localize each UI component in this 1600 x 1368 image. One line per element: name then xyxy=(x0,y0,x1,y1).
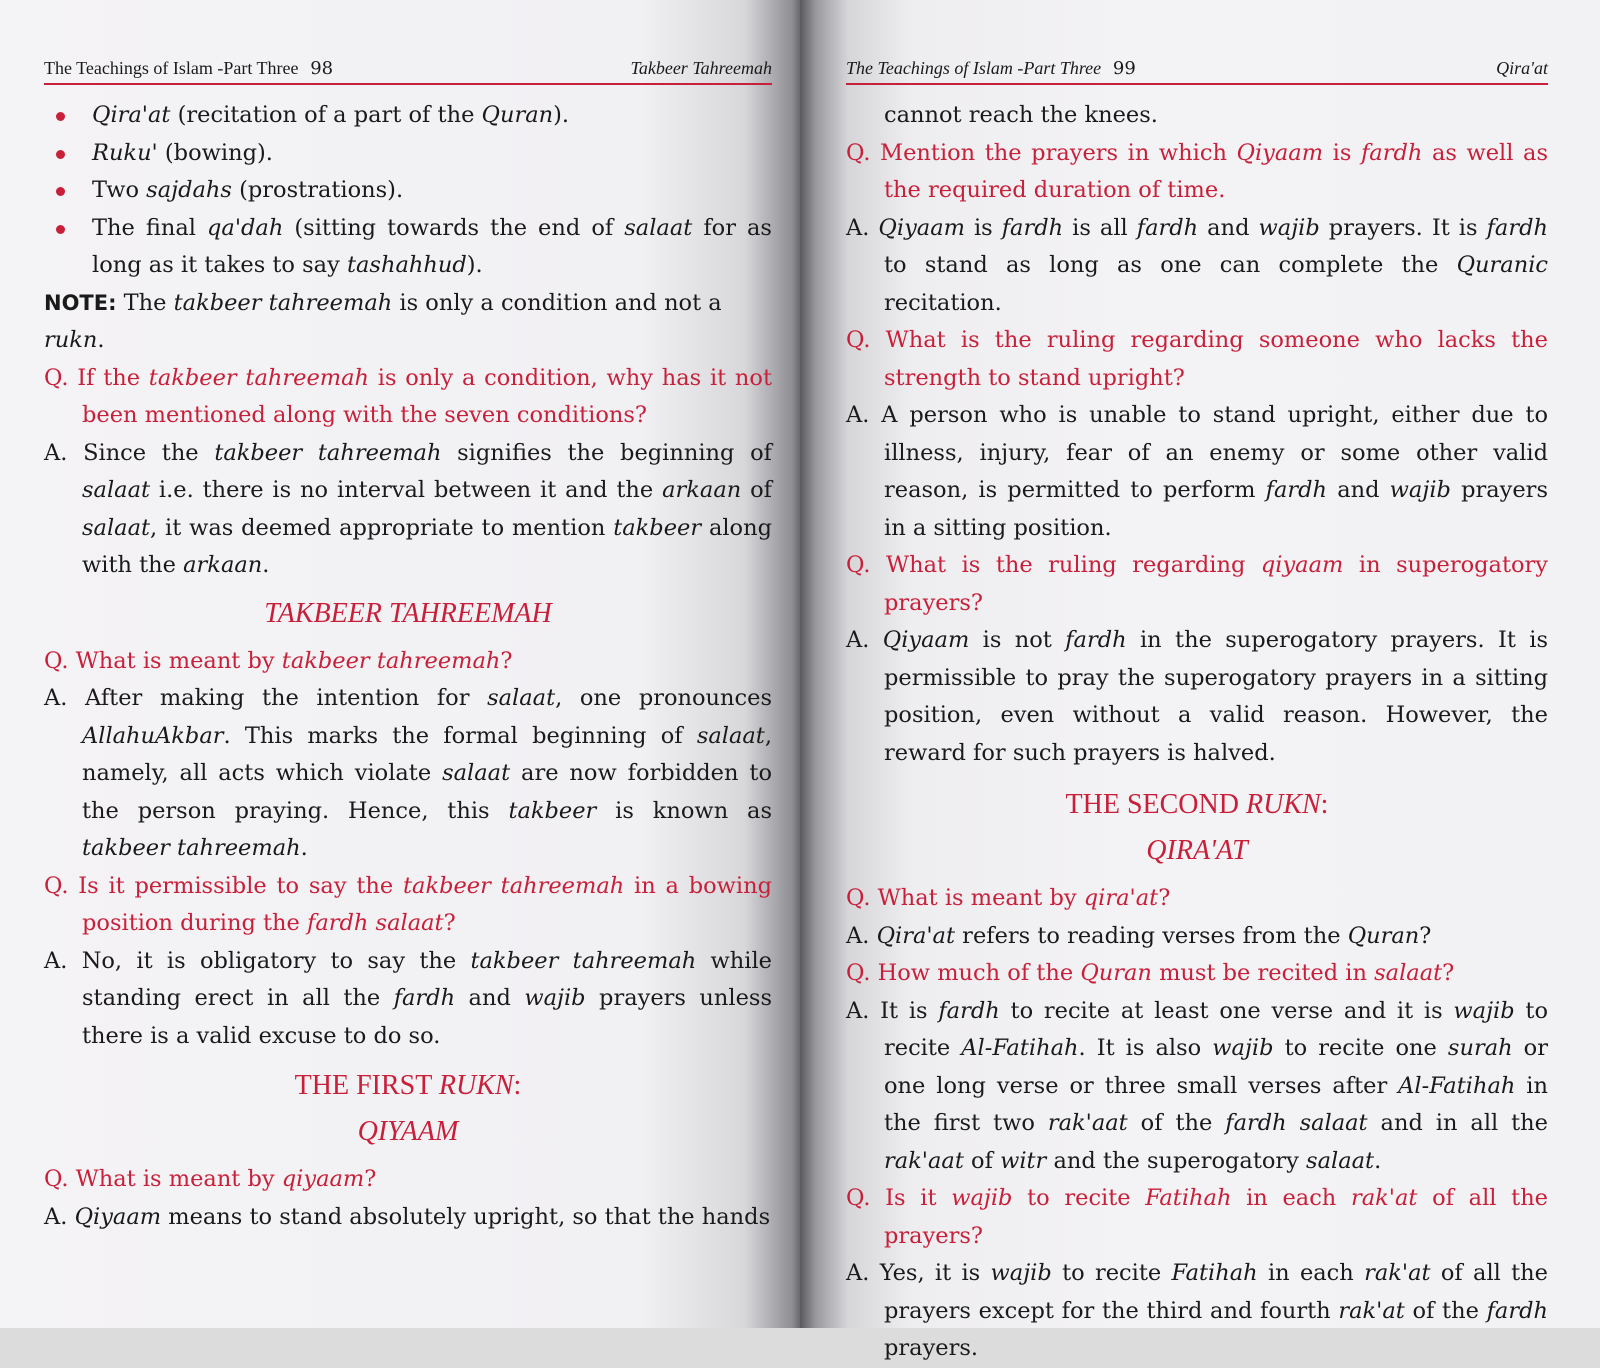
text-run: is only a condition, why has it not been mentioned along with the seven conditions? xyxy=(82,364,773,428)
italic-term: Al-Fatihah xyxy=(961,1035,1079,1061)
question xyxy=(846,955,1548,993)
text-run: Q. What is meant by xyxy=(846,885,1084,911)
text-run: A. A person who is unable to stand upright, either due to illness, injury, fear of an enemy or some other valid reason, is permitted to perform xyxy=(846,402,1548,503)
book-title: The Teachings of Islam -Part Three xyxy=(846,58,1102,78)
text-run: . xyxy=(300,835,308,861)
italic-term: Qiyaam xyxy=(882,627,970,653)
text-run: to recite xyxy=(1012,1185,1146,1211)
italic-term: arkaan xyxy=(662,477,742,503)
italic-term: fardh xyxy=(938,997,1000,1024)
italic-term: fardh xyxy=(1065,627,1127,653)
text-run: and the superogatory xyxy=(1046,1147,1307,1174)
italic-term: takbeer tahreemah xyxy=(281,647,501,674)
text-run: , one pronounces xyxy=(555,685,773,711)
text-run: for as long as it takes to say xyxy=(92,214,772,278)
italic-term: takbeer tahreemah xyxy=(82,835,301,861)
note xyxy=(44,285,772,360)
italic-term: Al-Fatihah xyxy=(1398,1072,1516,1099)
text-run: A. xyxy=(846,922,877,949)
list-item xyxy=(44,172,772,210)
italic-term: fardh xyxy=(393,985,456,1011)
text-run: to recite xyxy=(1051,1260,1172,1286)
text-run: . xyxy=(1374,1147,1382,1174)
question xyxy=(846,547,1548,622)
text-run: . xyxy=(97,327,105,353)
italic-term: salaat xyxy=(487,685,556,711)
text-run: is not xyxy=(969,627,1066,653)
question xyxy=(846,135,1548,210)
text-run: in the first two xyxy=(884,1072,1548,1136)
page-number: 99 xyxy=(1112,58,1136,79)
text-run: to recite one xyxy=(1273,1035,1448,1061)
italic-term: qiyaam xyxy=(281,1166,365,1192)
text-run: of the xyxy=(1127,1110,1226,1136)
italic-term: wajib xyxy=(1389,477,1451,503)
list-item xyxy=(44,135,772,173)
italic-term: fardh xyxy=(1486,214,1548,241)
italic-term: takbeer tahreemah xyxy=(214,439,442,466)
text-run: in each xyxy=(1231,1185,1351,1211)
text-run: to recite at least one verse and it is xyxy=(999,997,1454,1024)
text-run: is all xyxy=(1063,214,1137,241)
italic-term: takbeer tahreemah xyxy=(148,364,370,391)
italic-term: Quran xyxy=(1347,922,1420,949)
text-run: The final xyxy=(92,214,208,241)
text-run: Q. Is it permissible to say the xyxy=(44,872,403,899)
italic-term: Quranic xyxy=(1456,252,1548,278)
text-run: Q. Is it xyxy=(846,1185,952,1211)
text-run: prayers. xyxy=(884,1335,979,1361)
page-content xyxy=(44,97,772,1236)
italic-term: Ruku' xyxy=(92,139,158,166)
answer xyxy=(846,993,1548,1181)
italic-term: takbeer tahreemah xyxy=(402,872,625,899)
text-run: A. After making the intention for xyxy=(44,685,488,711)
book-title: The Teachings of Islam -Part Three xyxy=(44,58,299,78)
italic-term: takbeer tahreemah xyxy=(470,947,697,974)
section-title: TAKBEER TAHREEMAH xyxy=(264,597,552,629)
italic-term: salaat xyxy=(624,214,693,241)
italic-term: Quran xyxy=(481,102,554,128)
italic-term: salaat xyxy=(696,722,765,749)
italic-term: salaat xyxy=(1374,960,1443,986)
text-run: ). xyxy=(466,252,483,278)
question xyxy=(44,360,772,435)
answer xyxy=(846,397,1548,547)
text-run: Q. What is meant by xyxy=(44,1166,282,1192)
text-run: A. xyxy=(846,214,879,241)
text-run: and xyxy=(1198,214,1259,241)
section-title: THE SECOND RUKN: xyxy=(1065,789,1329,820)
text-run: (bowing). xyxy=(157,139,273,166)
bullet-list xyxy=(44,97,772,285)
italic-term: salaat xyxy=(1306,1147,1375,1174)
list-item xyxy=(44,97,772,135)
text-run: must be recited in xyxy=(1151,960,1375,986)
text-run: , it was deemed appropriate to mention xyxy=(150,514,614,541)
text-run: is xyxy=(964,214,1002,241)
text-run: ). xyxy=(553,102,570,128)
italic-term: takbeer tahreemah xyxy=(173,289,393,316)
text-run: of the xyxy=(1404,1297,1487,1324)
italic-term: qira'at xyxy=(1083,885,1159,911)
bullet-icon xyxy=(56,225,65,234)
section-subtitle: QIYAAM xyxy=(357,1116,459,1147)
answer xyxy=(846,210,1548,323)
text-run: . This marks the formal beginning of xyxy=(223,722,697,749)
right-page xyxy=(800,0,1600,1361)
italic-term: sajdahs xyxy=(146,177,232,203)
text-run: of xyxy=(963,1147,1001,1174)
chapter-title: Qira'at xyxy=(1496,58,1548,78)
text-run: A. No, it is obligatory to say the xyxy=(44,947,471,974)
text-run: (sitting towards the end of xyxy=(283,214,625,241)
text-run: of xyxy=(741,477,772,503)
text-run: in a bowing position during the xyxy=(82,872,772,936)
text-run: ? xyxy=(1158,885,1171,911)
italic-term: wajib xyxy=(1453,997,1515,1024)
text-run: ? xyxy=(1419,922,1432,949)
text-run: A. Yes, it is xyxy=(846,1260,991,1286)
italic-term: fardh xyxy=(1265,477,1328,503)
left-page xyxy=(0,0,800,1328)
page-content xyxy=(846,97,1548,1368)
text-run: The xyxy=(116,289,174,316)
italic-term: rak'at xyxy=(1364,1260,1431,1286)
text-run: and xyxy=(455,985,525,1011)
text-run: while standing erect in all the xyxy=(82,947,772,1011)
text-run: and xyxy=(1327,477,1390,503)
page-header xyxy=(846,58,1548,85)
italic-term: takbeer xyxy=(613,514,702,541)
italic-term: salaat xyxy=(82,514,151,541)
bullet-icon xyxy=(56,112,65,121)
italic-term: fardh xyxy=(1001,214,1064,241)
italic-term: wajib xyxy=(1212,1035,1274,1061)
italic-term: qiyaam xyxy=(1260,552,1344,578)
italic-term: Qira'at xyxy=(876,922,956,949)
note-label: NOTE: xyxy=(44,290,117,315)
text-run: to stand as long as one can complete the xyxy=(884,252,1457,278)
chapter-title: Takbeer Tahreemah xyxy=(630,58,772,78)
text-run: along with the xyxy=(82,514,772,578)
text-run: ? xyxy=(443,910,456,936)
list-item xyxy=(44,210,772,285)
italic-term: arkaan xyxy=(183,552,263,578)
question xyxy=(44,643,772,681)
text-run: prayers in a sitting position. xyxy=(884,477,1548,541)
italic-term: takbeer xyxy=(508,797,597,824)
italic-term: wajib xyxy=(990,1260,1052,1286)
page-header xyxy=(44,58,772,85)
text-run: . xyxy=(262,552,270,578)
text-run: A. xyxy=(846,627,883,653)
italic-term: fardh salaat xyxy=(307,910,444,936)
question xyxy=(846,322,1548,397)
italic-term: wajib xyxy=(951,1185,1013,1211)
text-run: of all the prayers except for the third and fourth xyxy=(884,1260,1548,1324)
question xyxy=(44,1161,772,1199)
text-run: recitation. xyxy=(884,289,1002,316)
text-run: of all the prayers? xyxy=(884,1185,1548,1249)
italic-term: rak'aat xyxy=(884,1147,964,1174)
bullet-icon xyxy=(56,150,65,159)
italic-term: wajib xyxy=(1258,214,1320,241)
text-run: is xyxy=(1323,139,1361,166)
italic-term: fardh xyxy=(1136,214,1199,241)
question xyxy=(44,868,772,943)
italic-term: Fatihah xyxy=(1145,1185,1232,1211)
text-run: Two xyxy=(92,177,147,203)
text-run: ? xyxy=(500,647,513,674)
italic-term: Qira'at xyxy=(92,102,171,128)
page-number: 98 xyxy=(310,58,334,79)
text-run: (recitation of a part of the xyxy=(170,102,482,128)
section-subtitle: QIRA'AT xyxy=(1146,835,1248,866)
text-run: Q. What is the ruling regarding xyxy=(846,552,1261,578)
text-run: in superogatory prayers? xyxy=(884,552,1548,616)
answer xyxy=(846,622,1548,772)
italic-term: Quran xyxy=(1080,960,1152,986)
text-run: refers to reading verses from the xyxy=(955,922,1348,949)
italic-term: tashahhud xyxy=(346,252,467,278)
text-run: as well as the required duration of time. xyxy=(884,139,1548,203)
continuation-text: cannot reach the knees. xyxy=(884,102,1158,128)
text-run: ? xyxy=(1442,960,1455,986)
text-run: (prostrations). xyxy=(231,177,404,203)
text-run: prayers unless there is a valid excuse to do so. xyxy=(82,985,772,1049)
text-run: signifies the beginning of xyxy=(441,439,772,466)
italic-term: rukn xyxy=(44,327,98,353)
text-run: in each xyxy=(1257,1260,1365,1286)
question xyxy=(846,880,1548,918)
italic-term: rak'at xyxy=(1350,1185,1418,1211)
text-run: . It is also xyxy=(1078,1035,1213,1061)
italic-term: wajib xyxy=(524,985,586,1011)
text-run: , namely, all acts which violate xyxy=(82,722,772,786)
text-run: ? xyxy=(364,1166,377,1192)
italic-term: Fatihah xyxy=(1171,1260,1258,1286)
text-run: Q. What is the ruling regarding someone who lacks the strength to stand upright? xyxy=(846,327,1548,391)
text-run: A. It is xyxy=(846,997,939,1024)
answer xyxy=(44,943,772,1056)
italic-term: Qiyaam xyxy=(878,214,965,241)
text-run: Q. If the xyxy=(44,364,149,391)
text-run: Q. Mention the prayers in which xyxy=(846,139,1237,166)
answer xyxy=(846,918,1548,956)
text-run: i.e. there is no interval between it and the xyxy=(150,477,663,503)
text-run: in the superogatory prayers. It is permissible to pray the superogatory prayers in a sitting position, even without a valid reason. However, the reward for such prayers is halved. xyxy=(884,627,1548,766)
answer xyxy=(44,680,772,868)
question xyxy=(846,1180,1548,1255)
italic-term: fardh salaat xyxy=(1225,1110,1368,1136)
italic-term: AllahuAkbar xyxy=(82,722,224,749)
italic-term: Qiyaam xyxy=(1236,139,1324,166)
italic-term: Qiyaam xyxy=(74,1203,162,1230)
text-run: means to stand absolutely upright, so that the hands xyxy=(161,1203,771,1230)
italic-term: rak'aat xyxy=(1047,1110,1128,1136)
answer xyxy=(44,435,772,585)
text-run: Q. What is meant by xyxy=(44,647,282,674)
italic-term: salaat xyxy=(442,760,511,786)
italic-term: salaat xyxy=(82,477,151,503)
text-run: is known as xyxy=(596,797,772,824)
italic-term: fardh xyxy=(1360,139,1423,166)
section-title: THE FIRST RUKN: xyxy=(294,1070,522,1101)
text-run: or one long verse or three small verses after xyxy=(884,1035,1548,1099)
text-run: Q. How much of the xyxy=(846,960,1081,986)
italic-term: qa'dah xyxy=(207,214,284,241)
italic-term: surah xyxy=(1447,1035,1513,1061)
text-run: is only a condition and not a xyxy=(392,289,722,316)
bullet-icon xyxy=(56,187,65,196)
italic-term: witr xyxy=(1000,1147,1047,1174)
italic-term: rak'at xyxy=(1338,1297,1405,1324)
text-run: are now forbidden to the person praying. Hence, this xyxy=(82,760,772,824)
answer xyxy=(846,1255,1548,1368)
text-run: to recite xyxy=(884,997,1549,1061)
text-run: prayers. It is xyxy=(1319,214,1487,241)
answer xyxy=(44,1199,772,1237)
text-run: and in all the xyxy=(1367,1110,1548,1136)
text-run: A. xyxy=(44,1203,75,1230)
text-run: A. Since the xyxy=(44,439,215,466)
italic-term: fardh xyxy=(1486,1297,1548,1324)
